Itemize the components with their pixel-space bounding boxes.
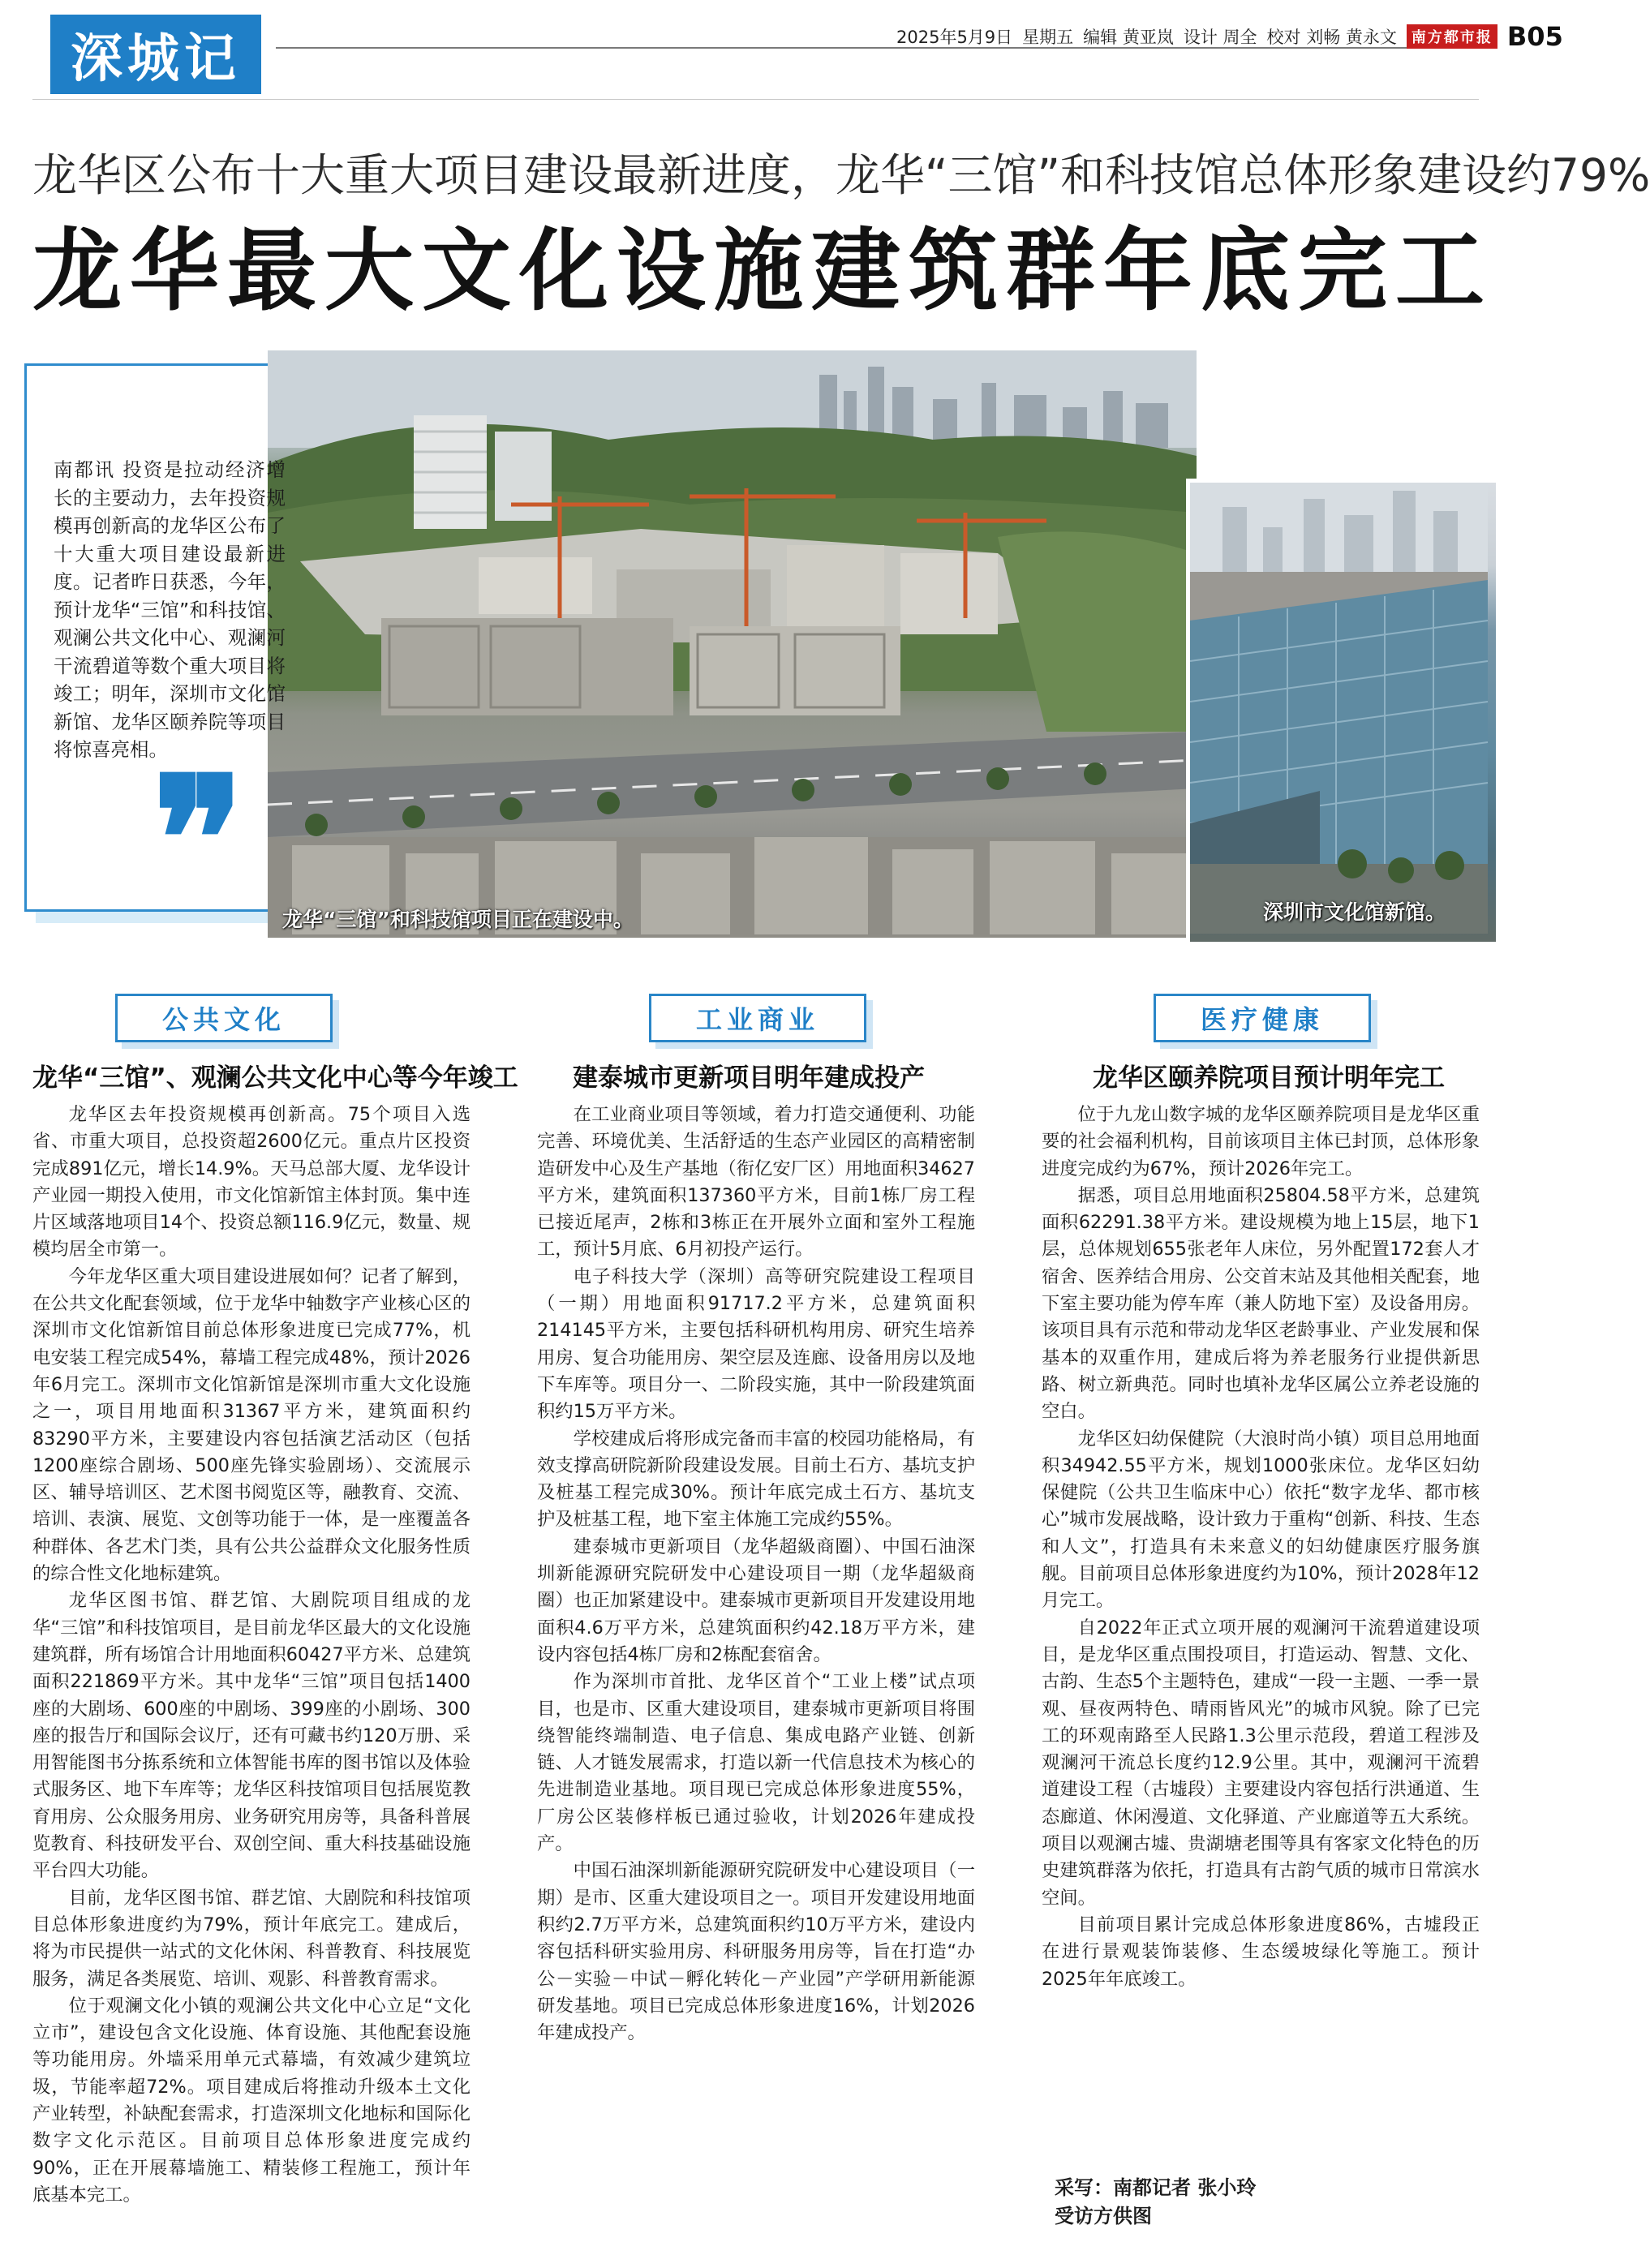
- paragraph: 作为深圳市首批、龙华区首个“工业上楼”试点项目，也是市、区重大建设项目，建泰城市更新项目将围绕智能终端制造、电子信息、集成电路产业链、创新链、人才链发展需求，打造以新一代信息技术为核心的先进制造业基地。项目现已完成总体形象进度55%，厂房公区装修样板已通过验收，计划2026年建成投产。: [537, 1671, 975, 1855]
- column-body-healthcare: [1042, 1102, 1480, 1993]
- column-heading-industry-commerce: 建泰城市更新项目明年建成投产: [573, 1063, 925, 1093]
- paragraph: 龙华区去年投资规模再创新高。75个项目入选省、市重大项目，总投资超2600亿元。重点片区投资完成891亿元，增长14.9%。天马总部大厦、龙华设计产业园一期投入使用，市文化馆新馆主体封顶。集中连片区域落地项目14个、投资总额116.9亿元，数量、规模均居全市第一。: [32, 1104, 471, 1261]
- paragraph: 位于观澜文化小镇的观澜公共文化中心立足“文化立市”，建设包含文化设施、体育设施、其他配套设施等功能用房。外墙采用单元式幕墙，有效减少建筑垃圾，节能率超72%。项目建成后将推动升级本土文化产业转型，补缺配套需求，打造深圳文化地标和国际化数字文化示范区。目前项目总体形象进度完成约90%，正在开展幕墙施工、精装修工程施工，预计年底基本完工。: [32, 1995, 471, 2206]
- newspaper-logo: 南方都市报: [1407, 24, 1497, 49]
- paragraph: 电子科技大学（深圳）高等研究院建设工程项目（一期）用地面积91717.2平方米，总建筑面积214145平方米，主要包括科研机构用房、研究生培养用房、复合功能用房、架空层及连廊、设备用房以及地下车库等。项目分一、二阶段实施，其中一阶段建筑面积约15万平方米。: [537, 1265, 975, 1423]
- column-tag-public-culture: 公共文化: [115, 994, 333, 1042]
- article-subtitle: 龙华区公布十大重大项目建设最新进度，龙华“三馆”和科技馆总体形象建设约79%: [32, 149, 1650, 201]
- quote-mark-icon: ❞: [153, 739, 244, 939]
- column-heading-healthcare: 龙华区颐养院项目预计明年完工: [1093, 1063, 1445, 1093]
- paragraph: 今年龙华区重大项目建设进展如何？记者了解到，在公共文化配套领域，位于龙华中轴数字产业核心区的深圳市文化馆新馆目前总体形象进度已完成77%，机电安装工程完成54%，幕墙工程完成48%，预计2026年6月完工。深圳市文化馆新馆是深圳市重大文化设施之一，项目用地面积31367平方米，建筑面积约83290平方米，主要建设内容包括演艺活动区（包括1200座综合剧场、500座先锋实验剧场）、交流展示区、辅导培训区、艺术图书阅览区等，融教育、交流、培训、表演、展览、文创等功能于一体，是一座覆盖各种群体、各艺术门类，具有公共公益群众文化服务性质的综合性文化地标建筑。: [32, 1265, 471, 1585]
- issue-weekday: 星期五: [1022, 28, 1074, 47]
- column-body-public-culture: [32, 1102, 471, 2209]
- culture-center-illustration: [1190, 483, 1488, 934]
- photo-credit: 受访方供图: [1055, 2205, 1152, 2227]
- side-culture-center-photo: [1186, 479, 1500, 946]
- paragraph: 在工业商业项目等领域，着力打造交通便利、功能完善、环境优美、生活舒适的生态产业园区的高精密制造研发中心及生产基地（衔亿安厂区）用地面积34627平方米，建筑面积137360平方米，目前1栋厂房工程已接近尾声，2栋和3栋正在开展外立面和室外工程施工，预计5月底、6月初投产运行。: [537, 1104, 975, 1261]
- main-photo-caption: 龙华“三馆”和科技馆项目正在建设中。: [282, 908, 634, 931]
- article-headline: 龙华最大文化设施建筑群年底完工: [32, 219, 1493, 323]
- issue-date: 2025年5月9日: [896, 28, 1013, 47]
- editor-credit: 编辑 黄亚岚: [1083, 28, 1174, 47]
- reporter-credit: 采写：南都记者 张小玲: [1055, 2176, 1257, 2199]
- paragraph: 中国石油深圳新能源研究院研发中心建设项目（一期）是市、区重大建设项目之一。项目开发建设用地面积约2.7万平方米，总建筑面积约10万平方米，建设内容包括科研实验用房、科研服务用房等，旨在打造“办公－实验－中试－孵化转化－产业园”产学研用新能源研发基地。项目已完成总体形象进度16%，计划2026年建成投产。: [537, 1860, 975, 2044]
- designer-credit: 设计 周全: [1183, 28, 1257, 47]
- paragraph: 龙华区妇幼保健院（大浪时尚小镇）项目总用地面积34942.55平方米，规划1000张床位。龙华区妇幼保健院（公共卫生临床中心）依托“数字龙华、都市核心”城市发展战略，设计致力于重构“创新、科技、生态和人文”，打造具有未来意义的妇幼健康医疗服务旗舰。目前项目总体形象进度约为10%，预计2028年12月完工。: [1042, 1428, 1480, 1612]
- lead-paragraph: 南都讯 投资是拉动经济增长的主要动力，去年投资规模再创新高的龙华区公布了十大重大项目建设最新进度。记者昨日获悉，今年，预计龙华“三馆”和科技馆、观澜公共文化中心、观澜河干流碧道等数个重大项目将竣工；明年，深圳市文化馆新馆、龙华区颐养院等项目将惊喜亮相。: [54, 458, 286, 761]
- header-divider: [32, 99, 1479, 100]
- side-photo-caption: 深圳市文化馆新馆。: [1263, 900, 1446, 924]
- proofreader-credit: 校对 刘畅 黄永文: [1266, 28, 1397, 47]
- paragraph: 目前项目累计完成总体形象进度86%，古墟段正在进行景观装饰装修、生态缓坡绿化等施工。预计2025年年底竣工。: [1042, 1914, 1480, 1990]
- construction-site-illustration: [268, 350, 1197, 938]
- paragraph: 自2022年正式立项开展的观澜河干流碧道建设项目，是龙华区重点围投项目，打造运动、智慧、文化、古韵、生态5个主题特色，建成“一段一主题、一季一景观、昼夜两特色、晴雨皆风光”的城市风貌。除了已完工的环观南路至人民路1.3公里示范段，碧道工程涉及观澜河干流总长度约12.9公里。其中，观澜河干流碧道建设工程（古墟段）主要建设内容包括行洪通道、生态廊道、休闲漫道、文化驿道、产业廊道等五大系统。项目以观澜古墟、贵湖塘老围等具有客家文化特色的历史建筑群落为依托，打造具有古韵气质的城市日常滨水空间。: [1042, 1617, 1480, 1909]
- paragraph: 位于九龙山数字城的龙华区颐养院项目是龙华区重要的社会福利机构，目前该项目主体已封顶，总体形象进度完成约为67%，预计2026年完工。: [1042, 1104, 1480, 1179]
- paragraph: 龙华区图书馆、群艺馆、大剧院项目组成的龙华“三馆”和科技馆项目，是目前龙华区最大的文化设施建筑群，所有场馆合计用地面积60427平方米、总建筑面积221869平方米。其中龙华“三馆”项目包括1400座的大剧场、600座的中剧场、399座的小剧场、300座的报告厅和国际会议厅，还有可藏书约120万册、采用智能图书分拣系统和立体智能书库的图书馆以及体验式服务区、地下车库等；龙华区科技馆项目包括展览教育用房、公众服务用房、业务研究用房等，具备科普展览教育、科技研发平台、双创空间、重大科技基础设施平台四大功能。: [32, 1590, 471, 1882]
- header-meta: [896, 21, 1563, 52]
- column-tag-industry-commerce: 工业商业: [649, 994, 866, 1042]
- section-tag: 深城记: [50, 15, 261, 94]
- page-number: B05: [1506, 21, 1563, 52]
- main-construction-photo: [268, 350, 1197, 938]
- column-heading-public-culture: 龙华“三馆”、观澜公共文化中心等今年竣工: [32, 1063, 518, 1093]
- paragraph: 学校建成后将形成完备而丰富的校园功能格局，有效支撑高研院新阶段建设发展。目前土石方、基坑支护及桩基工程完成30%。预计年底完成土石方、基坑支护及桩基工程，地下室主体施工完成约55%。: [537, 1428, 975, 1531]
- paragraph: 建泰城市更新项目（龙华超級商圈）、中国石油深圳新能源研究院研发中心建设项目一期（龙华超級商圈）也正加紧建设中。建泰城市更新项目开发建设用地面积4.6万平方米，总建筑面积约42.18万平方米，建设内容包括4栋厂房和2栋配套宿舍。: [537, 1536, 975, 1665]
- paragraph: 目前，龙华区图书馆、群艺馆、大剧院和科技馆项目总体形象进度约为79%，预计年底完工。建成后，将为市民提供一站式的文化休闲、科普教育、科技展览服务，满足各类展览、培训、观影、科普教育需求。: [32, 1887, 471, 1990]
- column-tag-healthcare: 医疗健康: [1154, 994, 1371, 1042]
- paragraph: 据悉，项目总用地面积25804.58平方米，总建筑面积62291.38平方米。建设规模为地上15层，地下1层，总体规划655张老年人床位，另外配置172套人才宿舍、医养结合用房、公交首末站及其他相关配套，地下室主要功能为停车库（兼人防地下室）及设备用房。该项目具有示范和带动龙华区老龄事业、产业发展和保基本的双重作用，建成后将为养老服务行业提供新思路、树立新典范。同时也填补龙华区属公立养老设施的空白。: [1042, 1184, 1480, 1423]
- column-body-industry-commerce: [537, 1102, 975, 2047]
- byline: [1055, 2174, 1256, 2231]
